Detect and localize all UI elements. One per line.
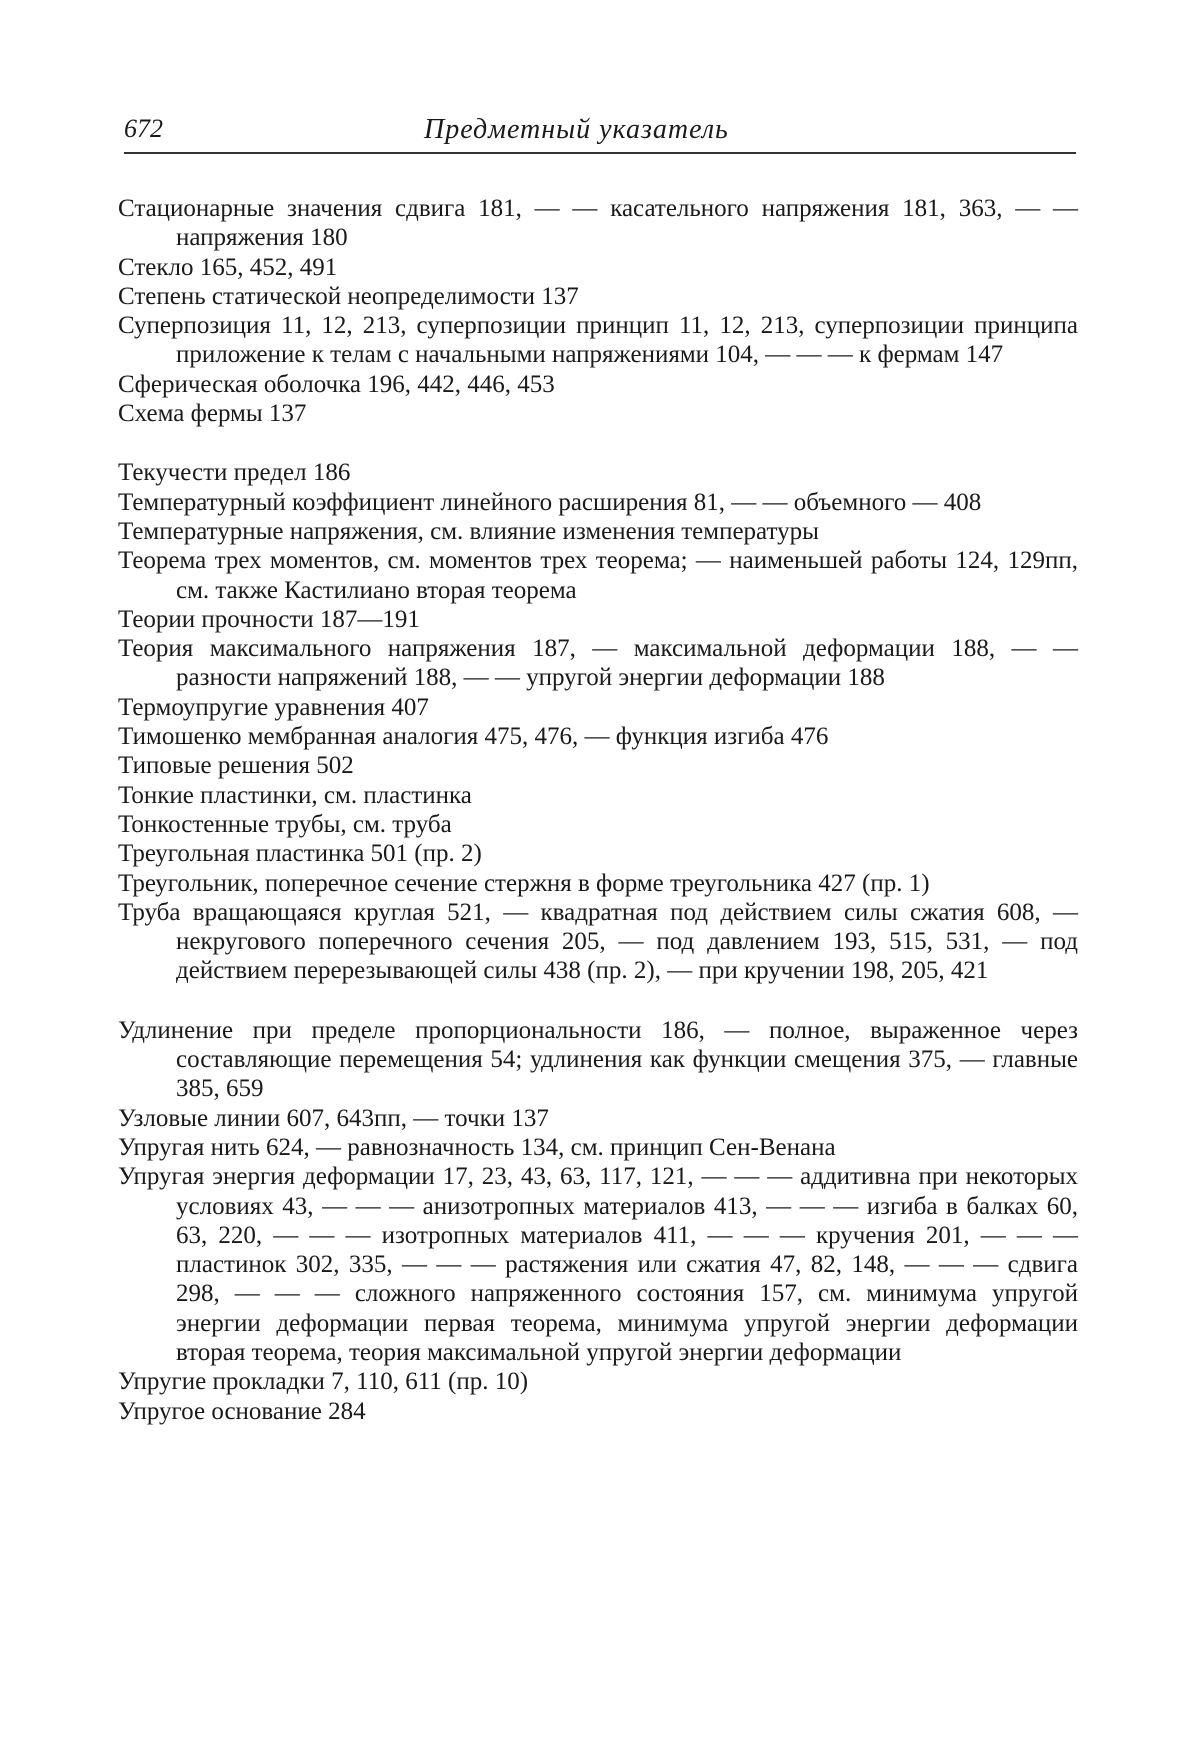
index-entry: Упругое основание 284: [118, 1397, 366, 1425]
index-entry: Тимошенко мембранная аналогия 475, 476, — функция изгиба 476: [118, 723, 829, 751]
index-entry: Текучести предел 186: [118, 459, 351, 487]
subject-index: [118, 194, 1078, 1456]
index-entry: Треугольник, поперечное сечение стержня в форме треугольника 427 (пр. 1): [118, 869, 930, 897]
page-number: 672: [124, 114, 163, 143]
index-entry: Сферическая оболочка 196, 442, 446, 453: [118, 370, 555, 398]
index-entry: Температурный коэффициент линейного расширения 81, — — объемного — 408: [118, 488, 982, 516]
index-entry: Теория максимального напряжения 187, — максимальной деформации 188, — — разности напряжений 188, — — упругой энергии деформации 188: [118, 635, 1078, 692]
index-entry: Суперпозиция 11, 12, 213, суперпозиции принцип 11, 12, 213, суперпозиции принципа приложение к телам с начальными напряжениями 104, — — — к фермам 147: [118, 312, 1078, 369]
index-entry: Стекло 165, 452, 491: [118, 253, 338, 281]
index-group-t: [118, 458, 1078, 985]
index-entry: Упругая энергия деформации 17, 23, 43, 63, 117, 121, — — — аддитивна при некоторых условиях 43, — — — анизотропных материалов 413, — — — изгиба в балках 60, 63, 220, — — — изотропных материалов 411, — — — кручения 201, — — — пластинок 302, 335, — — — растяжения или сжатия 47, 82, 148, — — — сдвига 298, — — — сложного напряженного состояния 157, см. минимума упругой энергии деформации первая теорема, минимума упругой энергии деформации вторая теорема, теория максимальной упругой энергии деформации: [118, 1163, 1078, 1366]
index-entry: Труба вращающаяся круглая 521, — квадратная под действием силы сжатия 608, — некругового поперечного сечения 205, — под давлением 193, 515, 531, — под действием перерезывающей силы 438 (пр. 2), — при кручении 198, 205, 421: [118, 898, 1078, 985]
index-entry: Упругая нить 624, — равнозначность 134, см. принцип Сен-Венана: [118, 1133, 836, 1161]
index-entry: Узловые линии 607, 643пп, — точки 137: [118, 1104, 549, 1132]
index-entry: Степень статической неопределимости 137: [118, 282, 579, 310]
index-group-u: [118, 1016, 1078, 1426]
index-entry: Теорема трех моментов, см. моментов трех теорема; — наименьшей работы 124, 129пп, см. также Кастилиано вторая теорема: [118, 547, 1078, 604]
index-entry: Теории прочности 187—191: [118, 605, 420, 633]
running-title: Предметный указатель: [424, 114, 729, 145]
index-entry: Треугольная пластинка 501 (пр. 2): [118, 840, 482, 868]
index-entry: Упругие прокладки 7, 110, 611 (пр. 10): [118, 1368, 529, 1396]
page-header: [124, 108, 1076, 154]
index-entry: Термоупругие уравнения 407: [118, 693, 429, 721]
index-entry: Температурные напряжения, см. влияние изменения температуры: [118, 517, 819, 545]
index-entry: Тонкие пластинки, см. пластинка: [118, 781, 472, 809]
index-entry: Стационарные значения сдвига 181, — — касательного напряжения 181, 363, — — напряжения 180: [118, 195, 1078, 252]
index-entry: Типовые решения 502: [118, 752, 354, 780]
index-entry: Тонкостенные трубы, см. труба: [118, 810, 452, 838]
index-entry: Схема фермы 137: [118, 400, 307, 428]
index-entry: Удлинение при пределе пропорциональности 186, — полное, выраженное через составляющие перемещения 54; удлинения как функции смещения 375, — главные 385, 659: [118, 1016, 1078, 1103]
index-group-s: [118, 194, 1078, 428]
